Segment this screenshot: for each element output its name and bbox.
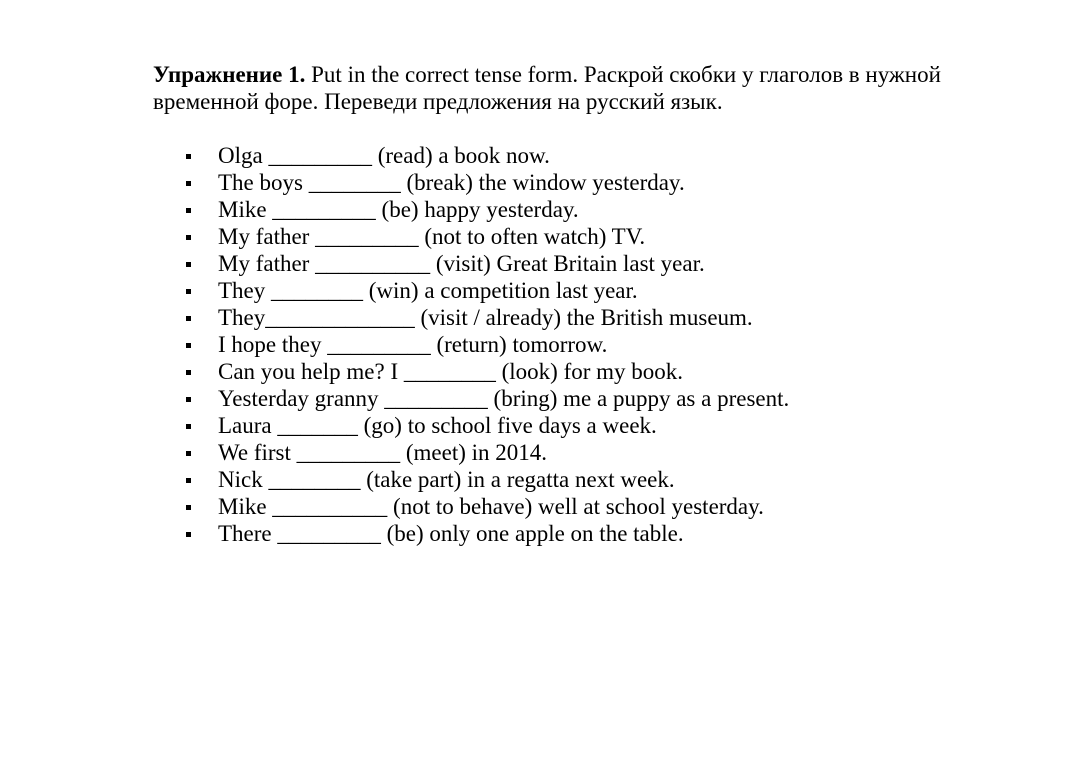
- square-bullet-icon: [186, 478, 191, 483]
- square-bullet-icon: [186, 505, 191, 510]
- exercise-heading: [153, 61, 973, 115]
- list-item-text: Can you help me? I ________ (look) for my book.: [218, 359, 684, 384]
- square-bullet-icon: [186, 397, 191, 402]
- list-item-text: We first _________ (meet) in 2014.: [218, 440, 548, 465]
- list-item-text: Mike __________ (not to behave) well at school yesterday.: [218, 494, 764, 519]
- square-bullet-icon: [186, 316, 191, 321]
- square-bullet-icon: [186, 154, 191, 159]
- list-item-text: They_____________ (visit / already) the British museum.: [218, 305, 753, 330]
- square-bullet-icon: [186, 262, 191, 267]
- exercise-instructions: Put in the correct tense form. Раскрой скобки у глаголов в нужной временной форе. Переведи предложения на русский язык.: [153, 62, 941, 114]
- exercise-number-label: Упражнение 1.: [153, 62, 306, 87]
- square-bullet-icon: [186, 451, 191, 456]
- square-bullet-icon: [186, 532, 191, 537]
- square-bullet-icon: [186, 289, 191, 294]
- list-item-text: The boys ________ (break) the window yesterday.: [218, 170, 685, 195]
- list-item-text: Yesterday granny _________ (bring) me a puppy as a present.: [218, 386, 790, 411]
- square-bullet-icon: [186, 424, 191, 429]
- square-bullet-icon: [186, 343, 191, 348]
- square-bullet-icon: [186, 235, 191, 240]
- list-item-text: There _________ (be) only one apple on the table.: [218, 521, 684, 546]
- square-bullet-icon: [186, 208, 191, 213]
- list-item-text: Mike _________ (be) happy yesterday.: [218, 197, 579, 222]
- list-item-text: Nick ________ (take part) in a regatta next week.: [218, 467, 675, 492]
- list-item-text: They ________ (win) a competition last year.: [218, 278, 638, 303]
- list-item-text: I hope they _________ (return) tomorrow.: [218, 332, 608, 357]
- square-bullet-icon: [186, 370, 191, 375]
- list-item-text: My father __________ (visit) Great Britain last year.: [218, 251, 705, 276]
- square-bullet-icon: [186, 181, 191, 186]
- list-item-text: Laura _______ (go) to school five days a week.: [218, 413, 657, 438]
- list-item-text: Olga _________ (read) a book now.: [218, 143, 550, 168]
- list-item-text: My father _________ (not to often watch) TV.: [218, 224, 646, 249]
